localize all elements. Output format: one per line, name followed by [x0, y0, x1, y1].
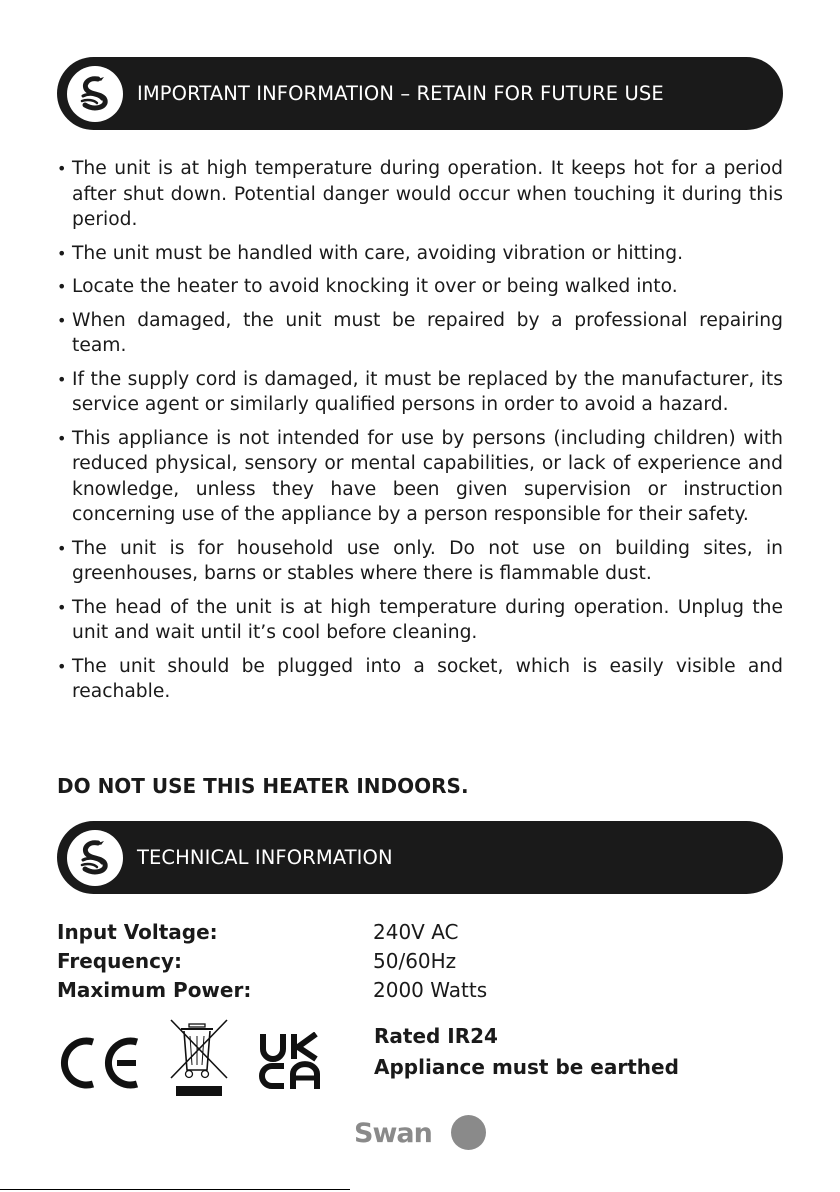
spec-label: Input Voltage: — [57, 920, 218, 944]
safety-bullet-list — [57, 156, 783, 713]
list-item: • If the supply cord is damaged, it must be replaced by the manufacturer, its service agent or similarly qualified persons in order to avoid a hazard. — [57, 367, 783, 418]
ukca-mark-icon — [259, 1032, 321, 1090]
spec-label: Frequency: — [57, 949, 183, 973]
list-item: • The unit is at high temperature during operation. It keeps hot for a period after shut down. Potential danger would occur when touching it during this period. — [57, 156, 783, 233]
list-item: • This appliance is not intended for use by persons (including children) with reduced physical, sensory or mental capabilities, or lack of experience and knowledge, unless they have been given supervision or instruction concerning use of the appliance by a person responsible for their safety. — [57, 426, 783, 528]
technical-info-title: TECHNICAL INFORMATION — [137, 846, 393, 869]
bottom-rule — [0, 1189, 350, 1190]
weee-crossed-bin-icon — [169, 1018, 229, 1098]
list-item: • The unit should be plugged into a socket, which is easily visible and reachable. — [57, 654, 783, 705]
technical-info-banner — [57, 821, 783, 894]
list-item: • The unit is for household use only. Do not use on building sites, in greenhouses, barns or stables where there is flammable dust. — [57, 536, 783, 587]
list-item: • The head of the unit is at high temperature during operation. Unplug the unit and wait until it’s cool before cleaning. — [57, 595, 783, 646]
spec-value: 50/60Hz — [373, 949, 457, 973]
list-item: • The unit must be handled with care, avoiding vibration or hitting. — [57, 241, 783, 267]
swan-logo-icon — [67, 66, 123, 122]
spec-value: 2000 Watts — [373, 978, 488, 1002]
spec-label: Maximum Power: — [57, 978, 252, 1002]
swan-wordmark: Swan — [354, 1118, 432, 1149]
important-info-banner — [57, 57, 783, 130]
spec-value: 240V AC — [373, 920, 459, 944]
list-item: • When damaged, the unit must be repaired by a professional repairing team. — [57, 308, 783, 359]
rated-ir24: Rated IR24 — [374, 1024, 498, 1048]
ce-mark-icon — [57, 1035, 143, 1091]
list-item: • Locate the heater to avoid knocking it over or being walked into. — [57, 274, 783, 300]
earthed-notice: Appliance must be earthed — [374, 1055, 679, 1079]
page-marker-dot — [451, 1115, 486, 1150]
swan-logo-icon — [67, 830, 123, 886]
indoor-warning: DO NOT USE THIS HEATER INDOORS. — [57, 774, 469, 798]
important-info-title: IMPORTANT INFORMATION – RETAIN FOR FUTURE USE — [137, 82, 664, 105]
